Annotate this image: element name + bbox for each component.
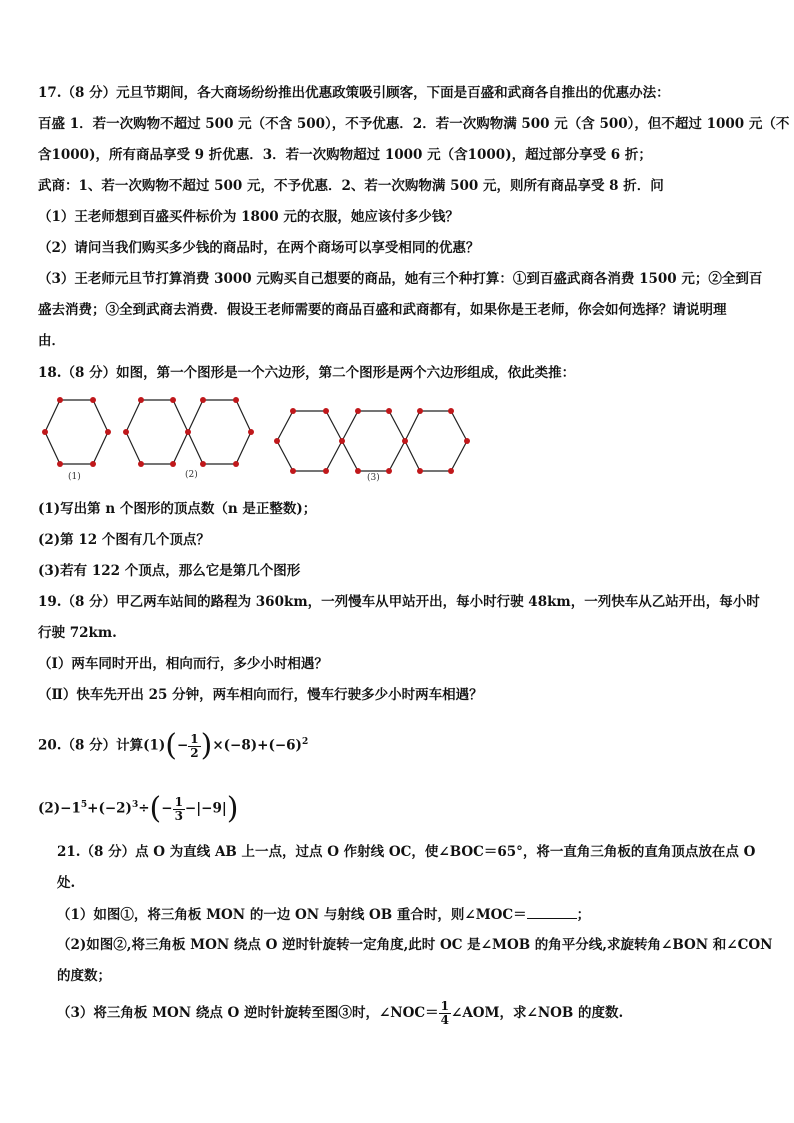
- q20-expression-2: [38, 787, 238, 827]
- figure-label-3: (3): [367, 473, 380, 483]
- q18-sub-2: (2)第 12 个图有几个顶点？: [38, 532, 210, 548]
- q20-expression-1: [38, 724, 308, 764]
- figure-label-1: (1): [68, 472, 81, 482]
- left-paren: (: [165, 728, 177, 763]
- q18-sub-3: (3)若有 122 个顶点，那么它是第几个图形: [38, 563, 301, 579]
- fraction-one-third: $\frac{1}{3}$: [174, 794, 183, 823]
- expr2-b: +(−2): [87, 800, 132, 817]
- q21-sub-3-end: ∠AOM，求∠NOB 的度数.: [451, 1005, 624, 1021]
- q20-part-2: (2): [38, 800, 61, 817]
- q19-sub-1: （Ⅰ）两车同时开出，相向而行，多少小时相遇？: [38, 656, 328, 672]
- q21-sub-1: [57, 905, 590, 924]
- q17-sub-1: （1）王老师想到百盛买件标价为 1800 元的衣服，她应该付多少钱？: [38, 209, 459, 225]
- q17-sub-3-end: 由．: [38, 333, 65, 349]
- exponent: 3: [131, 800, 139, 810]
- exponent: 2: [301, 737, 309, 747]
- q21-line-2: 处.: [57, 875, 76, 891]
- minus-sign: −: [176, 737, 189, 754]
- hexagon-figures: [0, 390, 794, 490]
- fraction-one-quarter: $\frac{1}{4}$: [440, 999, 450, 1027]
- expr2-a: −1: [60, 800, 81, 817]
- q17-line-2: 百盛 1．若一次购物不超过 500 元（不含 500），不予优惠．2．若一次购物满 500 元（含 500），但不超过 1000 元（不: [38, 116, 790, 132]
- q21-sub-1-end: ；: [576, 907, 591, 923]
- hexagon-figure-3: [277, 411, 467, 471]
- hexagon-figure-1: [45, 400, 108, 464]
- q21-line-1: 21.（8 分）点 O 为直线 AB 上一点，过点 O 作射线 OC，使∠BOC＝65°，将一直角三角板的直角顶点放在点 O: [57, 844, 756, 860]
- right-paren: ): [200, 728, 213, 763]
- q21-sub-2: （2)如图②,将三角板 MON 绕点 O 逆时针旋转一定角度,此时 OC 是∠MOB 的角平分线,求旋转角∠BON 和∠CON: [57, 937, 773, 953]
- q21-sub-1-text: （1）如图①，将三角板 MON 的一边 ON 与射线 OB 重合时，则∠MOC＝: [57, 907, 527, 923]
- q19-line-2: 行驶 72km.: [38, 625, 117, 641]
- q19-sub-2: （Ⅱ）快车先开出 25 分钟，两车相向而行，慢车行驶多少小时两车相遇？: [38, 687, 483, 703]
- exponent: 5: [80, 800, 88, 810]
- minus-sign: −: [161, 800, 173, 817]
- q17-sub-2: （2）请问当我们购买多少钱的商品时，在两个商场可以享受相同的优惠？: [38, 240, 480, 256]
- q20-prefix: 20.（8 分）计算(1): [38, 737, 166, 754]
- right-paren: ): [226, 791, 239, 826]
- expr1-rest: ×(−8)+(−6): [212, 737, 302, 754]
- q17-line-4: 武商：1、若一次购物不超过 500 元，不予优惠．2、若一次购物满 500 元，则所有商品享受 8 折．问: [38, 178, 664, 194]
- answer-blank[interactable]: [527, 905, 577, 919]
- q17-line-3: 含1000)，所有商品享受 9 折优惠．3．若一次购物超过 1000 元（含1000)，超过部分享受 6 折；: [38, 147, 652, 163]
- fraction-one-half: $\frac{1}{2}$: [190, 731, 199, 760]
- q21-sub-3: [57, 998, 623, 1028]
- divide-sign: ÷: [138, 800, 150, 817]
- q21-sub-3-text: （3）将三角板 MON 绕点 O 逆时针旋转至图③时，∠NOC＝: [57, 1005, 439, 1021]
- q21-sub-2-end: 的度数；: [57, 968, 111, 984]
- q17-sub-3-cont: 盛去消费；③全到武商去消费．假设王老师需要的商品百盛和武商都有，如果你是王老师，你会如何选择？请说明理: [38, 302, 727, 318]
- q18-sub-1: (1)写出第 n 个图形的顶点数（n 是正整数)；: [38, 501, 317, 517]
- q17-sub-3: （3）王老师元旦节打算消费 3000 元购买自己想要的商品，她有三个种打算：①到百盛武商各消费 1500 元；②全到百: [38, 271, 763, 287]
- left-paren: (: [149, 791, 162, 826]
- figure-label-2: (2): [185, 470, 198, 480]
- q17-line-1: 17.（8 分）元旦节期间，各大商场纷纷推出优惠政策吸引顾客，下面是百盛和武商各自推出的优惠办法：: [38, 85, 670, 101]
- q18-line-1: 18.（8 分）如图，第一个图形是一个六边形，第二个图形是两个六边形组成，依此类推：: [38, 365, 576, 381]
- expr2-rest: −|−9|: [184, 800, 227, 817]
- q19-line-1: 19.（8 分）甲乙两车站间的路程为 360km，一列慢车从甲站开出，每小时行驶 48km，一列快车从乙站开出，每小时: [38, 594, 760, 610]
